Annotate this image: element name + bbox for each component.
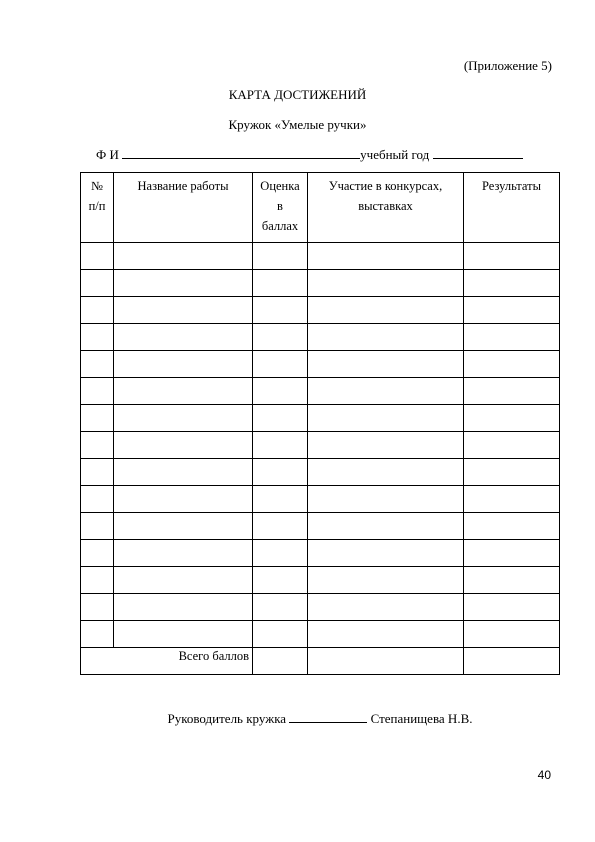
header-number: № п/п bbox=[81, 173, 114, 243]
table-cell[interactable] bbox=[253, 405, 308, 432]
table-cell[interactable] bbox=[81, 324, 114, 351]
table-cell[interactable] bbox=[308, 540, 464, 567]
total-cell[interactable] bbox=[464, 648, 560, 675]
table-row bbox=[81, 378, 560, 405]
table-cell[interactable] bbox=[81, 540, 114, 567]
table-cell[interactable] bbox=[253, 270, 308, 297]
table-cell[interactable] bbox=[114, 621, 253, 648]
year-label: учебный год bbox=[360, 147, 430, 162]
table-cell[interactable] bbox=[464, 405, 560, 432]
table-cell[interactable] bbox=[114, 513, 253, 540]
table-row bbox=[81, 243, 560, 270]
table-cell[interactable] bbox=[253, 594, 308, 621]
table-row bbox=[81, 297, 560, 324]
table-cell[interactable] bbox=[253, 459, 308, 486]
table-cell[interactable] bbox=[308, 378, 464, 405]
table-body bbox=[81, 243, 560, 675]
table-cell[interactable] bbox=[81, 243, 114, 270]
table-header-row bbox=[81, 173, 560, 243]
table-row bbox=[81, 540, 560, 567]
table-row bbox=[81, 486, 560, 513]
table-row bbox=[81, 270, 560, 297]
table-cell[interactable] bbox=[308, 405, 464, 432]
total-cell[interactable] bbox=[308, 648, 464, 675]
table-cell[interactable] bbox=[253, 243, 308, 270]
table-cell[interactable] bbox=[308, 567, 464, 594]
table-cell[interactable] bbox=[253, 378, 308, 405]
table-cell[interactable] bbox=[81, 432, 114, 459]
table-cell[interactable] bbox=[308, 324, 464, 351]
table-cell[interactable] bbox=[253, 513, 308, 540]
table-cell[interactable] bbox=[464, 351, 560, 378]
table-cell[interactable] bbox=[308, 486, 464, 513]
year-blank bbox=[433, 146, 523, 159]
table-cell[interactable] bbox=[308, 459, 464, 486]
table-cell[interactable] bbox=[81, 567, 114, 594]
table-cell[interactable] bbox=[464, 297, 560, 324]
table-cell[interactable] bbox=[81, 513, 114, 540]
table-cell[interactable] bbox=[464, 594, 560, 621]
table-row bbox=[81, 594, 560, 621]
table-cell[interactable] bbox=[464, 567, 560, 594]
table-cell[interactable] bbox=[81, 405, 114, 432]
table-cell[interactable] bbox=[253, 432, 308, 459]
table-cell[interactable] bbox=[114, 324, 253, 351]
table-cell[interactable] bbox=[114, 459, 253, 486]
table-cell[interactable] bbox=[114, 540, 253, 567]
table-cell[interactable] bbox=[464, 432, 560, 459]
table-cell[interactable] bbox=[81, 594, 114, 621]
table-cell[interactable] bbox=[114, 432, 253, 459]
table-cell[interactable] bbox=[464, 378, 560, 405]
fi-label: Ф И bbox=[96, 147, 119, 162]
table-cell[interactable] bbox=[114, 405, 253, 432]
table-row bbox=[81, 351, 560, 378]
header-results: Результаты bbox=[464, 173, 560, 243]
table-row bbox=[81, 459, 560, 486]
table-cell[interactable] bbox=[81, 297, 114, 324]
table-row bbox=[81, 324, 560, 351]
fi-blank bbox=[122, 146, 360, 159]
document-title: КАРТА ДОСТИЖЕНИЙ bbox=[228, 87, 367, 102]
table-cell[interactable] bbox=[114, 297, 253, 324]
page-number: 40 bbox=[537, 768, 551, 782]
table-cell[interactable] bbox=[81, 270, 114, 297]
table-cell[interactable] bbox=[464, 486, 560, 513]
table-row bbox=[81, 432, 560, 459]
table-cell[interactable] bbox=[114, 243, 253, 270]
total-label: Всего баллов bbox=[81, 648, 253, 675]
table-cell[interactable] bbox=[114, 567, 253, 594]
table-row bbox=[81, 513, 560, 540]
club-name: Кружок «Умелые ручки» bbox=[228, 117, 367, 132]
leader-name: Степанищева Н.В. bbox=[370, 711, 473, 726]
table-cell[interactable] bbox=[308, 621, 464, 648]
appendix-label: (Приложение 5) bbox=[463, 58, 552, 73]
table-cell[interactable] bbox=[464, 324, 560, 351]
table-cell[interactable] bbox=[253, 540, 308, 567]
table-cell[interactable] bbox=[464, 243, 560, 270]
leader-label: Руководитель кружка bbox=[167, 711, 287, 726]
table-row bbox=[81, 405, 560, 432]
table-cell[interactable] bbox=[253, 621, 308, 648]
leader-line bbox=[0, 710, 595, 727]
table-cell[interactable] bbox=[464, 270, 560, 297]
table-cell[interactable] bbox=[81, 378, 114, 405]
signature-blank bbox=[289, 710, 367, 723]
table-cell[interactable] bbox=[464, 513, 560, 540]
table-cell[interactable] bbox=[114, 270, 253, 297]
table-cell[interactable] bbox=[308, 432, 464, 459]
table-cell[interactable] bbox=[253, 324, 308, 351]
table-cell[interactable] bbox=[81, 351, 114, 378]
name-year-line bbox=[96, 146, 523, 163]
table-cell[interactable] bbox=[81, 459, 114, 486]
header-participation: Участие в конкурсах, выставках bbox=[308, 173, 464, 243]
table-row bbox=[81, 567, 560, 594]
achievements-table bbox=[80, 172, 560, 675]
table-row bbox=[81, 621, 560, 648]
total-cell[interactable] bbox=[253, 648, 308, 675]
table-cell[interactable] bbox=[308, 594, 464, 621]
header-score: Оценка в баллах bbox=[253, 173, 308, 243]
table-cell[interactable] bbox=[464, 621, 560, 648]
table-cell[interactable] bbox=[81, 486, 114, 513]
table-cell[interactable] bbox=[308, 243, 464, 270]
table-cell[interactable] bbox=[253, 486, 308, 513]
table-cell[interactable] bbox=[308, 270, 464, 297]
table-cell[interactable] bbox=[308, 513, 464, 540]
table-cell[interactable] bbox=[308, 351, 464, 378]
total-row bbox=[81, 648, 560, 675]
header-work-name: Название работы bbox=[114, 173, 253, 243]
table-cell[interactable] bbox=[464, 459, 560, 486]
table-cell[interactable] bbox=[253, 567, 308, 594]
table-cell[interactable] bbox=[81, 621, 114, 648]
table-cell[interactable] bbox=[253, 297, 308, 324]
table-cell[interactable] bbox=[308, 297, 464, 324]
table-cell[interactable] bbox=[253, 351, 308, 378]
table-cell[interactable] bbox=[114, 486, 253, 513]
table-cell[interactable] bbox=[114, 351, 253, 378]
table-cell[interactable] bbox=[114, 378, 253, 405]
table-cell[interactable] bbox=[114, 594, 253, 621]
table-cell[interactable] bbox=[464, 540, 560, 567]
